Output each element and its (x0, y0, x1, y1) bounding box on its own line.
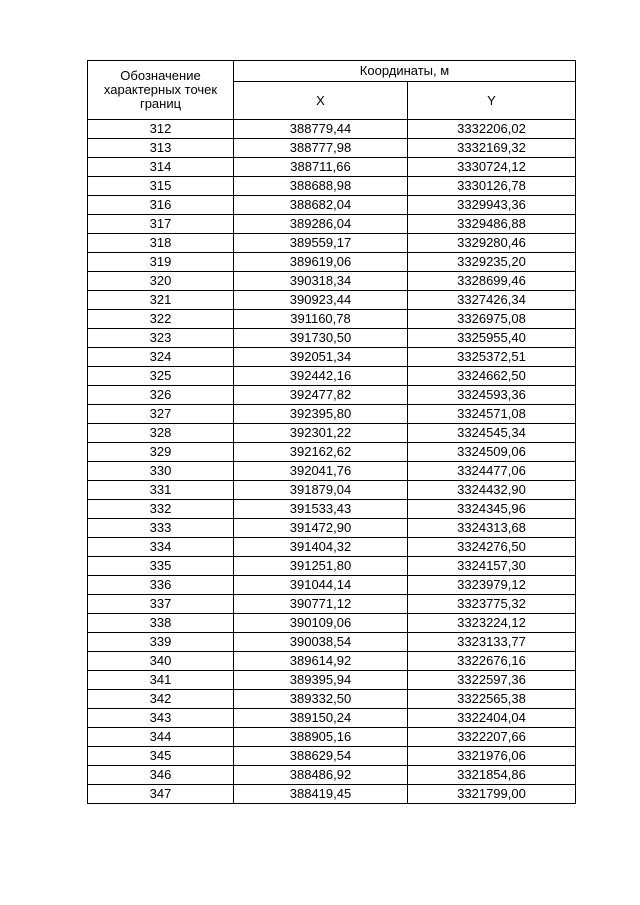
cell-point: 321 (88, 291, 234, 310)
cell-y: 3330724,12 (408, 158, 576, 177)
cell-point: 338 (88, 614, 234, 633)
cell-y: 3324545,34 (408, 424, 576, 443)
cell-y: 3321976,06 (408, 747, 576, 766)
table-row (88, 595, 576, 614)
cell-y: 3323979,12 (408, 576, 576, 595)
cell-x: 392395,80 (234, 405, 408, 424)
table-row (88, 557, 576, 576)
cell-y: 3322565,38 (408, 690, 576, 709)
cell-point: 332 (88, 500, 234, 519)
table-row (88, 576, 576, 595)
cell-x: 391251,80 (234, 557, 408, 576)
cell-point: 316 (88, 196, 234, 215)
cell-x: 388682,04 (234, 196, 408, 215)
cell-y: 3328699,46 (408, 272, 576, 291)
cell-x: 389395,94 (234, 671, 408, 690)
table-row (88, 386, 576, 405)
cell-y: 3323224,12 (408, 614, 576, 633)
cell-y: 3324593,36 (408, 386, 576, 405)
cell-x: 391472,90 (234, 519, 408, 538)
cell-y: 3323133,77 (408, 633, 576, 652)
cell-point: 318 (88, 234, 234, 253)
cell-x: 392301,22 (234, 424, 408, 443)
cell-point: 345 (88, 747, 234, 766)
cell-y: 3324157,30 (408, 557, 576, 576)
cell-point: 331 (88, 481, 234, 500)
cell-point: 323 (88, 329, 234, 348)
cell-y: 3324345,96 (408, 500, 576, 519)
cell-x: 388779,44 (234, 120, 408, 139)
cell-y: 3322676,16 (408, 652, 576, 671)
cell-x: 390109,06 (234, 614, 408, 633)
cell-x: 392477,82 (234, 386, 408, 405)
table-row (88, 348, 576, 367)
cell-y: 3329943,36 (408, 196, 576, 215)
cell-y: 3324477,06 (408, 462, 576, 481)
coordinates-table (87, 60, 576, 804)
table-header (88, 61, 576, 120)
table-row (88, 177, 576, 196)
cell-point: 341 (88, 671, 234, 690)
cell-point: 326 (88, 386, 234, 405)
cell-x: 388777,98 (234, 139, 408, 158)
table-row (88, 747, 576, 766)
cell-y: 3322597,36 (408, 671, 576, 690)
cell-point: 314 (88, 158, 234, 177)
cell-y: 3332169,32 (408, 139, 576, 158)
table-row (88, 424, 576, 443)
cell-y: 3324662,50 (408, 367, 576, 386)
table-row (88, 633, 576, 652)
cell-point: 312 (88, 120, 234, 139)
cell-point: 335 (88, 557, 234, 576)
table-row (88, 614, 576, 633)
cell-x: 391730,50 (234, 329, 408, 348)
cell-x: 388905,16 (234, 728, 408, 747)
cell-y: 3332206,02 (408, 120, 576, 139)
cell-point: 324 (88, 348, 234, 367)
cell-x: 389559,17 (234, 234, 408, 253)
cell-y: 3329486,88 (408, 215, 576, 234)
table-row (88, 215, 576, 234)
cell-point: 317 (88, 215, 234, 234)
cell-point: 333 (88, 519, 234, 538)
cell-y: 3321799,00 (408, 785, 576, 804)
table-row (88, 367, 576, 386)
cell-point: 347 (88, 785, 234, 804)
cell-x: 391404,32 (234, 538, 408, 557)
cell-point: 330 (88, 462, 234, 481)
cell-point: 342 (88, 690, 234, 709)
cell-y: 3330126,78 (408, 177, 576, 196)
table-row (88, 139, 576, 158)
cell-y: 3329235,20 (408, 253, 576, 272)
cell-x: 391533,43 (234, 500, 408, 519)
cell-point: 327 (88, 405, 234, 424)
table-row (88, 272, 576, 291)
cell-y: 3324509,06 (408, 443, 576, 462)
cell-x: 389614,92 (234, 652, 408, 671)
cell-x: 390038,54 (234, 633, 408, 652)
table-row (88, 158, 576, 177)
cell-x: 388486,92 (234, 766, 408, 785)
cell-point: 319 (88, 253, 234, 272)
cell-x: 389150,24 (234, 709, 408, 728)
table-row (88, 519, 576, 538)
cell-x: 388419,45 (234, 785, 408, 804)
cell-point: 334 (88, 538, 234, 557)
table-row (88, 120, 576, 139)
header-coordinates: Координаты, м (234, 61, 576, 82)
cell-point: 315 (88, 177, 234, 196)
table-row (88, 234, 576, 253)
cell-x: 389286,04 (234, 215, 408, 234)
table-row (88, 538, 576, 557)
table-row (88, 196, 576, 215)
cell-point: 343 (88, 709, 234, 728)
header-x: X (234, 82, 408, 120)
cell-y: 3327426,34 (408, 291, 576, 310)
cell-x: 388711,66 (234, 158, 408, 177)
header-y: Y (408, 82, 576, 120)
cell-point: 340 (88, 652, 234, 671)
cell-x: 392162,62 (234, 443, 408, 462)
table-row (88, 329, 576, 348)
cell-x: 391879,04 (234, 481, 408, 500)
cell-y: 3324432,90 (408, 481, 576, 500)
cell-x: 391044,14 (234, 576, 408, 595)
table-row (88, 291, 576, 310)
cell-point: 313 (88, 139, 234, 158)
cell-point: 325 (88, 367, 234, 386)
cell-x: 388629,54 (234, 747, 408, 766)
cell-y: 3321854,86 (408, 766, 576, 785)
cell-x: 391160,78 (234, 310, 408, 329)
cell-x: 392051,34 (234, 348, 408, 367)
table-body (88, 120, 576, 804)
cell-y: 3324571,08 (408, 405, 576, 424)
cell-y: 3325955,40 (408, 329, 576, 348)
cell-y: 3329280,46 (408, 234, 576, 253)
cell-y: 3322404,04 (408, 709, 576, 728)
cell-x: 392442,16 (234, 367, 408, 386)
cell-point: 322 (88, 310, 234, 329)
table-row (88, 405, 576, 424)
cell-point: 320 (88, 272, 234, 291)
table-row (88, 671, 576, 690)
cell-y: 3324313,68 (408, 519, 576, 538)
cell-point: 346 (88, 766, 234, 785)
cell-point: 339 (88, 633, 234, 652)
table-row (88, 462, 576, 481)
table-row (88, 728, 576, 747)
cell-x: 392041,76 (234, 462, 408, 481)
cell-y: 3322207,66 (408, 728, 576, 747)
table-row (88, 310, 576, 329)
table-row (88, 481, 576, 500)
cell-point: 336 (88, 576, 234, 595)
cell-point: 329 (88, 443, 234, 462)
table-row (88, 690, 576, 709)
cell-point: 337 (88, 595, 234, 614)
cell-y: 3323775,32 (408, 595, 576, 614)
cell-x: 388688,98 (234, 177, 408, 196)
table-row (88, 709, 576, 728)
table-row (88, 766, 576, 785)
table-row (88, 253, 576, 272)
cell-y: 3324276,50 (408, 538, 576, 557)
cell-x: 389619,06 (234, 253, 408, 272)
cell-y: 3326975,08 (408, 310, 576, 329)
cell-x: 389332,50 (234, 690, 408, 709)
cell-y: 3325372,51 (408, 348, 576, 367)
table-row (88, 443, 576, 462)
cell-x: 390923,44 (234, 291, 408, 310)
table-row (88, 785, 576, 804)
cell-x: 390771,12 (234, 595, 408, 614)
cell-point: 328 (88, 424, 234, 443)
cell-x: 390318,34 (234, 272, 408, 291)
cell-point: 344 (88, 728, 234, 747)
table-row (88, 652, 576, 671)
header-point-designation: Обозначение характерных точек границ (88, 61, 234, 120)
table-row (88, 500, 576, 519)
